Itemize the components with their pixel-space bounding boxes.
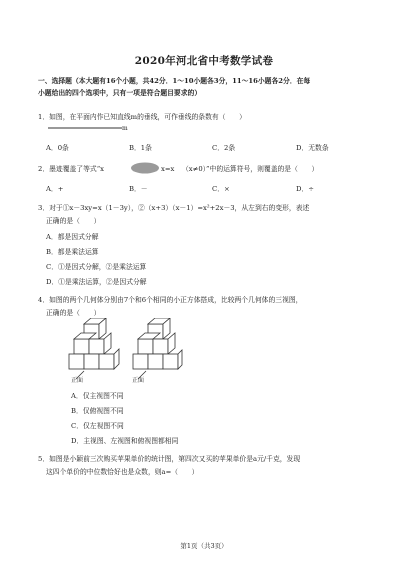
- q2-option-c: C．×: [212, 185, 230, 193]
- q1-line-figure: [46, 122, 146, 134]
- q3-option-a: A．都是因式分解: [46, 233, 99, 241]
- front-label-2: 正面: [132, 377, 145, 384]
- q1-option-c: C．2条: [212, 144, 236, 152]
- q2-option-b: B．－: [129, 185, 148, 193]
- q2-option-a: A．+: [46, 185, 64, 193]
- ink-blot-figure: [130, 161, 160, 175]
- q4-option-b: B．仅俯视图不同: [71, 407, 124, 415]
- page-title: 2020年河北省中考数学试卷: [134, 55, 274, 67]
- q2-stem-b: x=x: [161, 165, 175, 173]
- q2-stem-c: （x≠0）”中的运算符号，则覆盖的是（ ）: [182, 165, 319, 173]
- section-heading-line2: 小题给出的四个选项中，只有一项是符合题目要求的）: [38, 89, 202, 97]
- q3-option-c: C．①是因式分解，②是乘法运算: [46, 263, 147, 271]
- ink-blot: [131, 163, 159, 174]
- q4-stem-2: 正确的是（ ）: [46, 309, 101, 317]
- q1-option-d: D．无数条: [296, 144, 329, 152]
- q4-stem: 4．如图的两个几何体分别由7个和6个相同的小正方体搭成，比较两个几何体的三视图，: [38, 296, 303, 304]
- q3-option-b: B．都是乘法运算: [46, 248, 99, 256]
- q2-stem-a: 2．墨迹覆盖了等式“x: [38, 165, 105, 173]
- q4-option-a: A．仅主视图不同: [71, 392, 124, 400]
- q2-option-d: D．÷: [296, 185, 314, 193]
- q4-option-c: C．仅左视图不同: [71, 422, 124, 430]
- q3-option-d: D．①是乘法运算，②是因式分解: [46, 278, 147, 286]
- cube-figure-1: [66, 318, 122, 374]
- q1-option-a: A．0条: [46, 144, 69, 152]
- section-heading-line1: 一、选择题（本大题有16个小题，共42分．1～10小题各3分，11～16小题各2分．在每: [38, 77, 311, 85]
- q5-stem-2: 这四个单价的中位数恰好也是众数，则a=（ ）: [46, 468, 199, 476]
- q1-stem: 1．如图，在平面内作已知直线m的垂线，可作垂线的条数有（ ）: [38, 113, 246, 121]
- q4-option-d: D．主视图、左视图和俯视图都相同: [71, 437, 179, 445]
- q3-stem: 3．对于①x－3xy=x（1－3y），②（x+3）（x－1）=x²+2x－3，从左到右的变形，表述: [38, 204, 310, 212]
- q1-option-b: B．1条: [129, 144, 152, 152]
- q3-stem-2: 正确的是（ ）: [46, 217, 101, 225]
- page-footer: 第1页（共3页）: [180, 542, 228, 550]
- line-m-label: m: [122, 125, 128, 132]
- q5-stem: 5．如图是小颖前三次购买苹果单价的统计图，第四次又买的苹果单价是a元/千克，发现: [38, 455, 301, 463]
- front-label-1: 正面: [71, 377, 84, 384]
- cube-figure-2: [128, 318, 184, 374]
